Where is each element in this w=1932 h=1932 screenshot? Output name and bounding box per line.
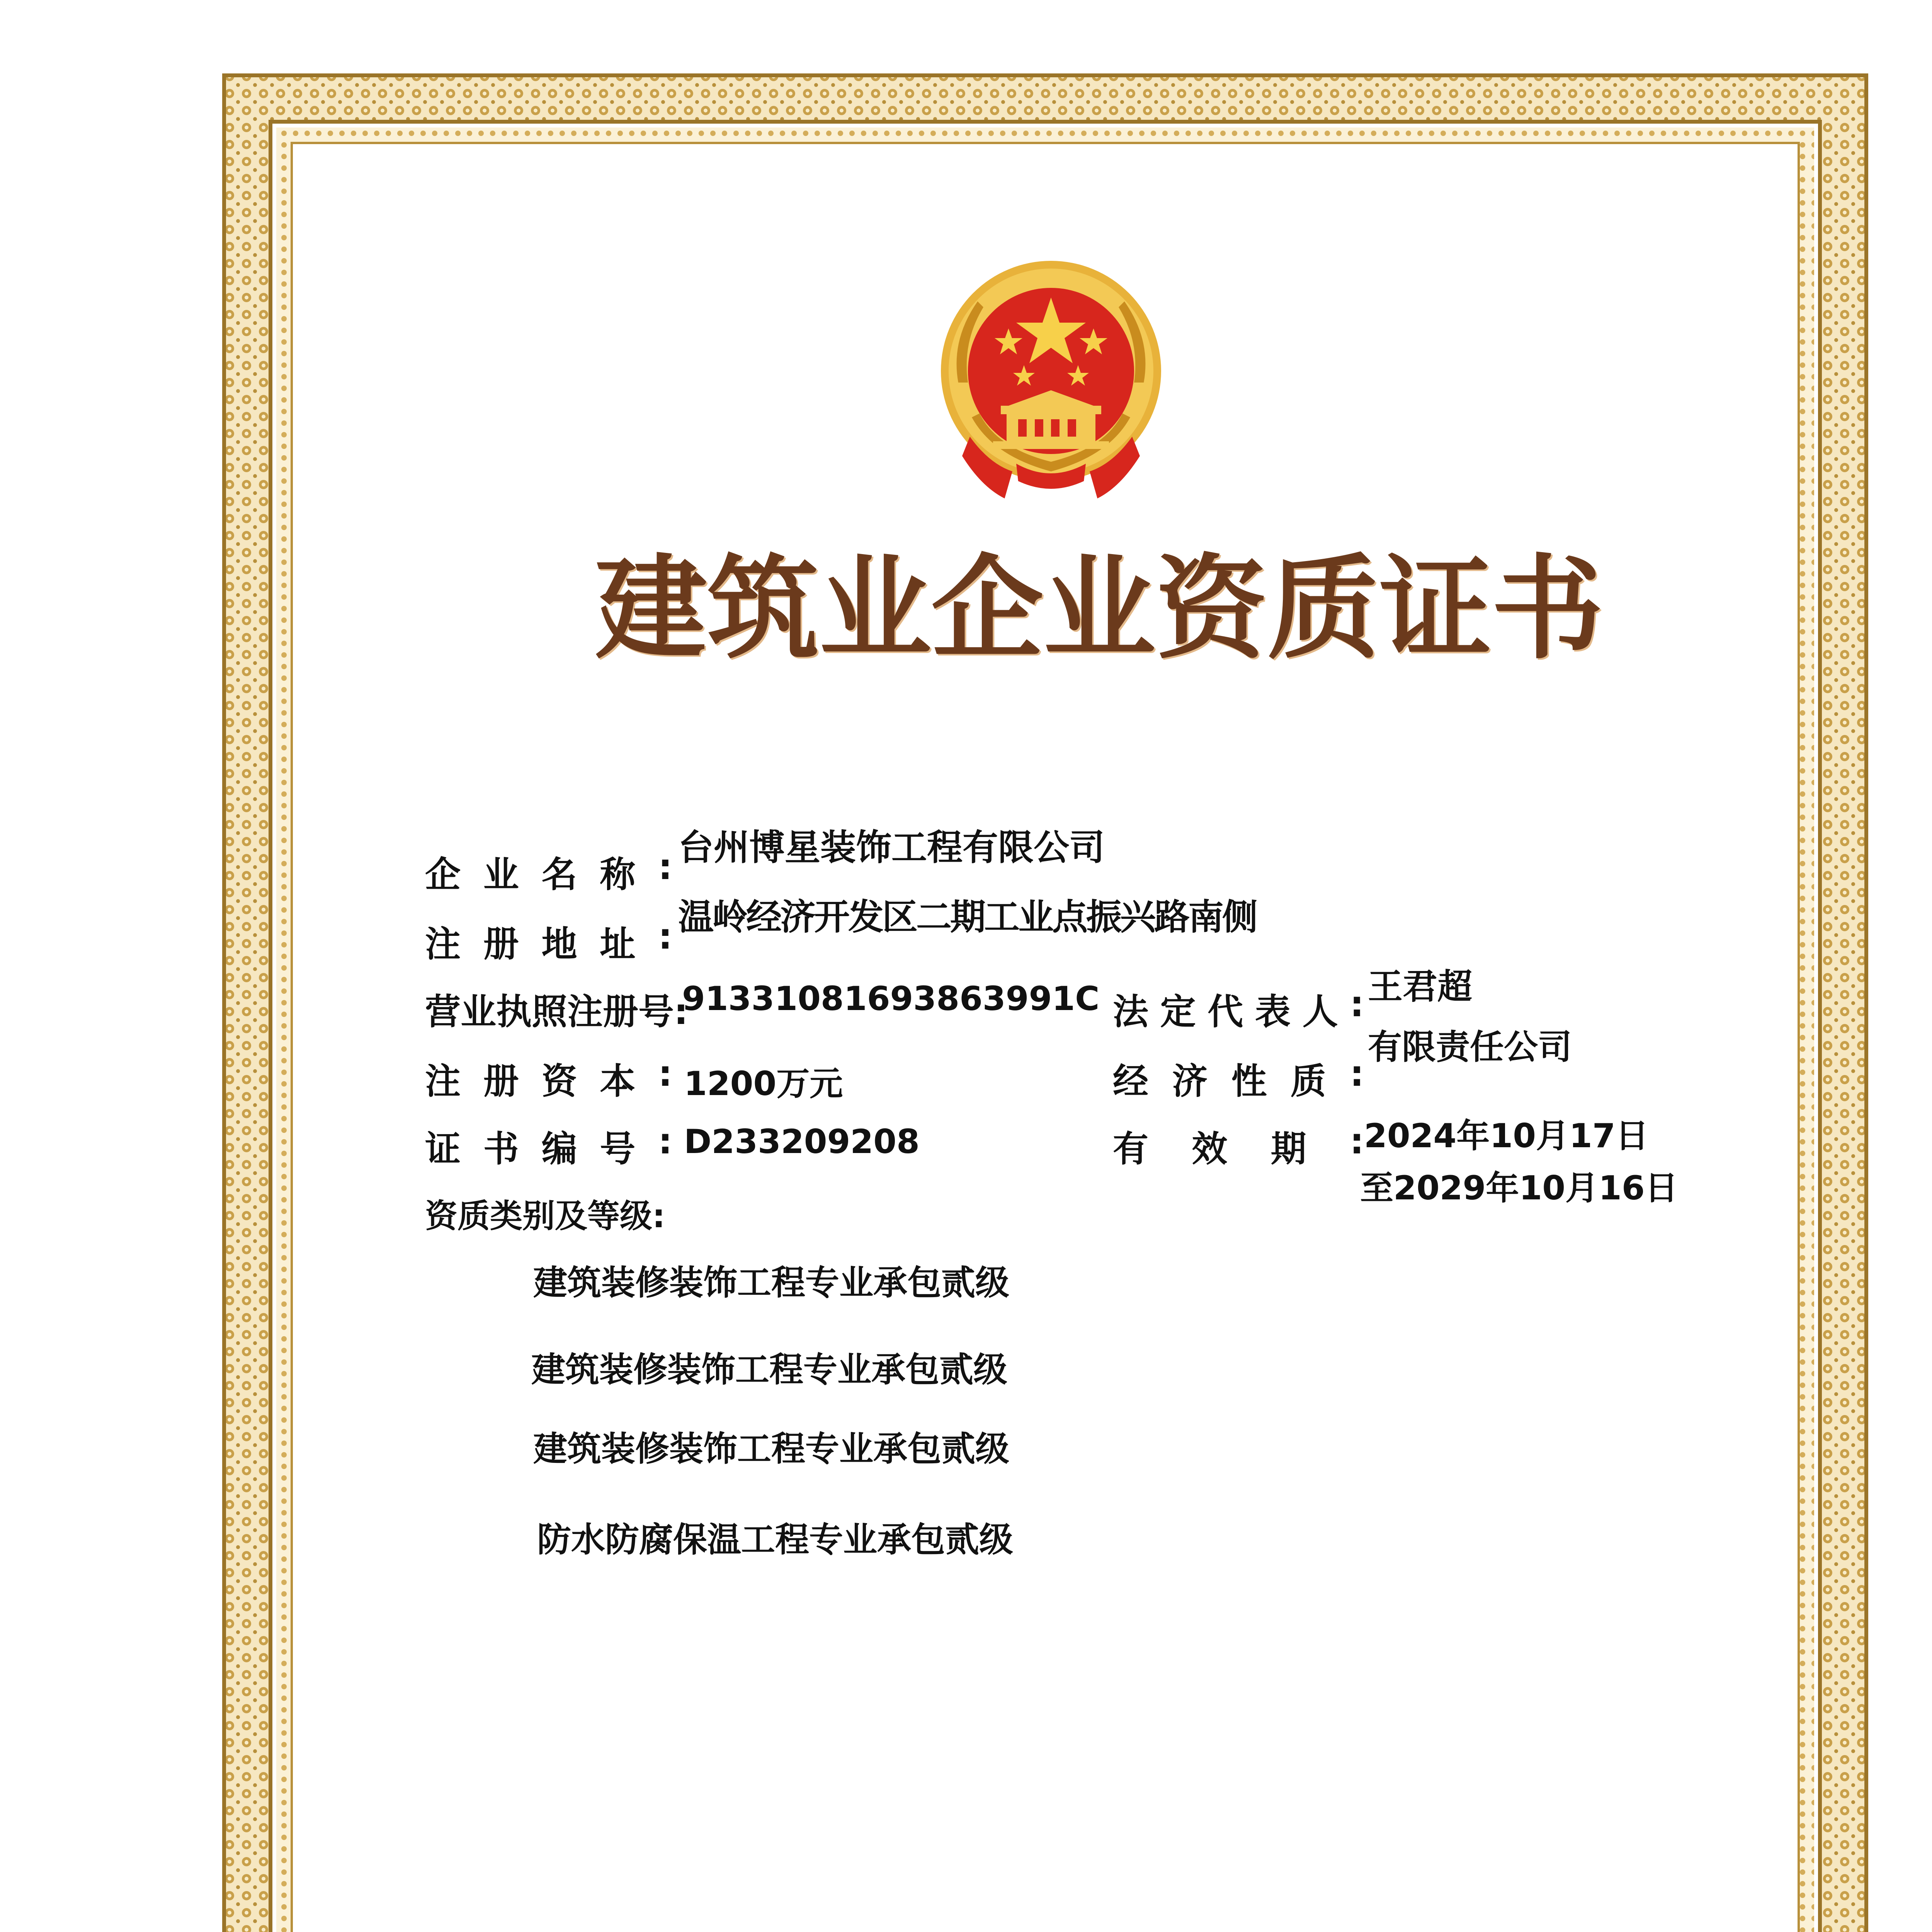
label-char: 定: [1160, 991, 1196, 1032]
label-license-no: 营业执照注册号:: [425, 991, 688, 1032]
label-char: 业: [483, 854, 519, 895]
registered-capital-value: 1200万元: [684, 1065, 843, 1103]
label-char: 证: [425, 1128, 461, 1170]
label-address: [425, 916, 672, 967]
label-char: 期: [1270, 1128, 1306, 1170]
legal-rep-value: 王君超: [1368, 966, 1472, 1007]
label-validity: [1113, 1121, 1364, 1172]
label-char: 代: [1208, 991, 1243, 1032]
label-char: 注: [425, 923, 461, 965]
label-char: 性: [1231, 1061, 1267, 1102]
label-qualification: 资质类别及等级:: [425, 1197, 665, 1235]
label-colon: :: [658, 1053, 672, 1094]
label-colon: :: [1350, 983, 1364, 1025]
qualification-item-1: 建筑装修装饰工程专业承包贰级: [533, 1262, 1010, 1303]
label-char: 称: [600, 854, 636, 895]
label-char: 本: [600, 1061, 636, 1102]
label-char: 效: [1192, 1128, 1228, 1170]
label-char: 企: [425, 854, 461, 895]
national-emblem-icon: [935, 255, 1167, 502]
label-legal-rep: [1113, 983, 1364, 1034]
label-char: 编: [541, 1128, 577, 1170]
title-char: 业: [819, 543, 931, 674]
label-char: 号: [600, 1128, 636, 1170]
address-value: 温岭经济开发区二期工业点振兴路南侧: [678, 896, 1257, 938]
title-char: 筑: [707, 543, 819, 674]
title-char: 书: [1492, 543, 1604, 674]
label-registered-capital: [425, 1053, 672, 1104]
label-char: 注: [425, 1061, 461, 1102]
label-char: 人: [1302, 991, 1338, 1032]
label-char: 资: [541, 1061, 577, 1102]
economic-nature-value: 有限责任公司: [1368, 1027, 1572, 1067]
label-char: 有: [1113, 1128, 1149, 1170]
label-char: 册: [483, 1061, 519, 1102]
license-no-value: 91331081693863991C: [682, 980, 1100, 1018]
validity-from-value: 2024年10月17日: [1364, 1117, 1649, 1155]
label-char: 质: [1290, 1061, 1326, 1102]
label-colon: :: [1350, 1121, 1364, 1162]
label-char: 表: [1255, 991, 1291, 1032]
label-economic-nature: [1113, 1053, 1364, 1104]
label-char: 经: [1113, 1061, 1149, 1102]
company-name-value: 台州博星装饰工程有限公司: [678, 827, 1105, 868]
title-char: 建: [595, 543, 707, 674]
certificate-title: [595, 533, 1604, 674]
qualification-item-4: 防水防腐保温工程专业承包贰级: [537, 1519, 1014, 1560]
qualification-item-3: 建筑装修装饰工程专业承包贰级: [533, 1429, 1010, 1469]
label-char: 册: [483, 923, 519, 965]
label-char: 址: [600, 923, 636, 965]
title-char: 证: [1379, 543, 1492, 674]
label-colon: :: [658, 916, 672, 957]
label-char: 书: [483, 1128, 519, 1170]
qualification-item-2: 建筑装修装饰工程专业承包贰级: [531, 1349, 1008, 1389]
title-char: 企: [931, 543, 1043, 674]
certificate-no-value: D233209208: [684, 1122, 920, 1161]
title-char: 质: [1267, 543, 1379, 674]
label-char: 法: [1113, 991, 1149, 1032]
validity-to-value: 至2029年10月16日: [1360, 1169, 1678, 1208]
label-colon: :: [658, 846, 672, 888]
label-colon: :: [1350, 1053, 1364, 1094]
label-certificate-no: [425, 1121, 672, 1172]
label-char: 济: [1172, 1061, 1208, 1102]
title-char: 资: [1155, 543, 1267, 674]
label-char: 地: [541, 923, 577, 965]
title-char: 业: [1043, 543, 1155, 674]
label-char: 名: [541, 854, 577, 895]
label-company-name: [425, 846, 672, 897]
label-colon: :: [658, 1121, 672, 1162]
